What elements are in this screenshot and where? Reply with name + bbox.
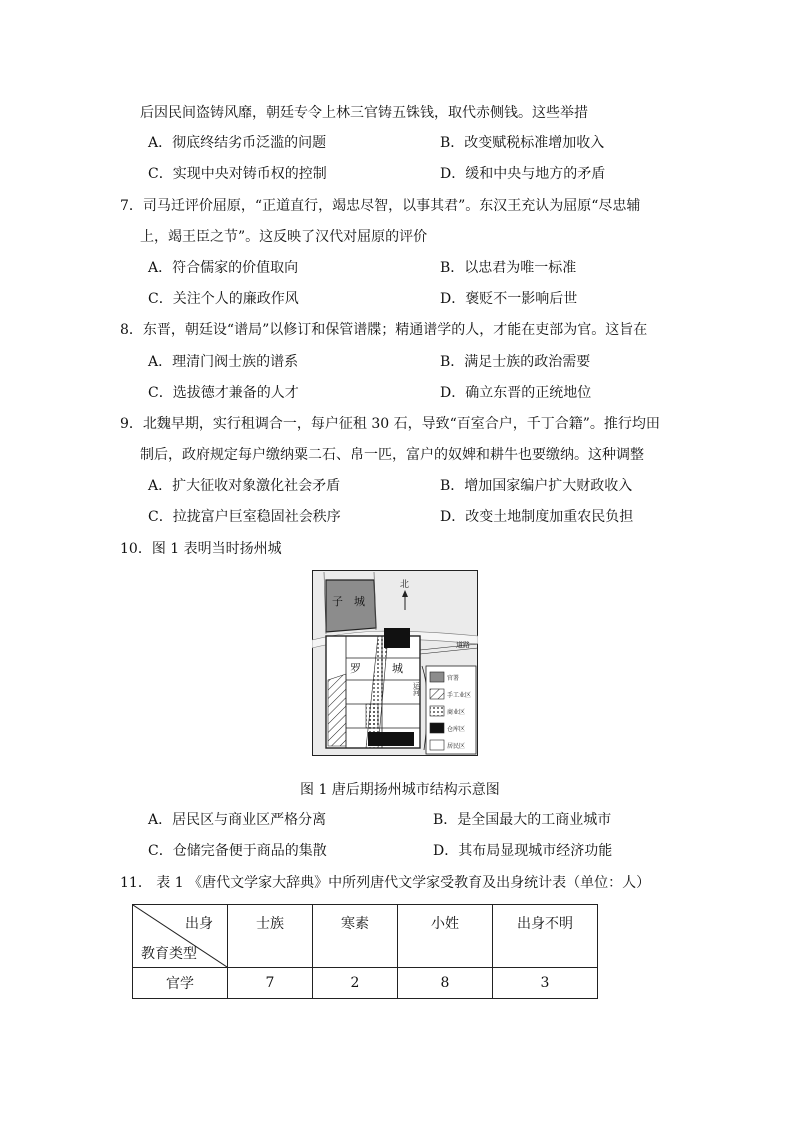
q8-stem: 8．东晋，朝廷设“谱局”以修订和保管谱牒；精通谱学的人，才能在吏部为官。这旨在 [120,322,648,338]
table-corner-cell [133,905,228,968]
legend-residential-label: 居民区 [447,744,466,750]
cell-value: 8 [398,968,493,999]
q7-option-c: C．关注个人的廉政作风 [148,291,299,307]
luocheng-label-2: 城 [392,663,403,675]
cell-value: 3 [493,968,598,999]
zicheng-label-2: 城 [354,596,365,608]
q8-option-b: B．满足士族的政治需要 [440,354,591,370]
col-header-hansu: 寒素 [313,905,398,968]
canal-label: 运河 [412,682,420,696]
q6-option-c: C．实现中央对铸币权的控制 [148,166,327,182]
row-label-guanxue: 官学 [133,968,228,999]
q8-option-a: A．理清门阀士族的谱系 [148,354,299,370]
q7-option-d: D．褒贬不一影响后世 [440,291,578,307]
north-label: 北 [400,579,410,589]
cell-value: 2 [313,968,398,999]
q9-stem-line1: 9．北魏早期，实行租调合一，每户征租 30 石，导致“百室合户，千丁合籍”。推行均田 [120,416,660,432]
table-row [133,968,598,999]
q9-option-a: A．扩大征收对象激化社会矛盾 [148,478,341,494]
q6-stem-tail: 后因民间盗铸风靡，朝廷专令上林三官铸五铢钱，取代赤侧钱。这些举措 [140,105,588,121]
table-header-row [133,905,598,968]
q7-option-b: B．以忠君为唯一标准 [440,260,577,276]
col-header-shizu: 士族 [228,905,313,968]
cell-value: 7 [228,968,313,999]
legend-warehouse-label: 仓库区 [447,727,466,733]
figure-caption: 图 1 唐后期扬州城市结构示意图 [300,782,500,798]
q8-option-d: D．确立东晋的正统地位 [440,385,592,401]
q10-stem: 10．图 1 表明当时扬州城 [120,541,282,557]
yangzhou-map-figure [312,570,478,756]
q6-option-b: B．改变赋税标准增加收入 [440,135,605,151]
q6-option-d: D．缓和中央与地方的矛盾 [440,166,606,182]
q10-option-c: C．仓储完备便于商品的集散 [148,843,327,859]
commerce-block [366,704,378,728]
q7-stem-line1: 7．司马迁评价屈原，“正道直行，竭忠尽智，以事其君”。东汉王充认为屈原“尽忠辅 [120,198,641,214]
q7-stem-line2: 上，竭王臣之节”。这反映了汉代对屈原的评价 [140,229,428,245]
q10-option-b: B．是全国最大的工商业城市 [433,812,612,828]
legend-residential-swatch [430,740,444,750]
q6-option-a: A．彻底终结劣币泛滥的问题 [148,135,327,151]
q9-option-b: B．增加国家编户扩大财政收入 [440,478,633,494]
q7-option-a: A．符合儒家的价值取向 [148,260,299,276]
education-origin-table [132,904,598,999]
legend-commerce-label: 商业区 [447,710,466,716]
q8-option-c: C．选拔德才兼备的人才 [148,385,299,401]
luocheng-label-1: 罗 [350,663,361,675]
col-header-xiaoxing: 小姓 [398,905,493,968]
header-edu-type-label: 教育类型 [141,946,197,962]
q10-option-a: A．居民区与商业区严格分离 [148,812,327,828]
header-origin-label: 出身 [185,916,213,932]
q9-option-c: C．拉拢富户巨室稳固社会秩序 [148,509,341,525]
legend-commerce-swatch [430,706,444,716]
road-label: 道路 [456,642,470,649]
legend-handicraft-label: 手工业区 [447,693,472,699]
q9-option-d: D．改变土地制度加重农民负担 [440,509,634,525]
legend-guanshu-swatch [430,672,444,682]
zicheng-label-1: 子 [332,596,343,608]
q10-option-d: D．其布局显现城市经济功能 [433,843,613,859]
warehouse-block-north [384,628,410,648]
legend-handicraft-swatch [430,689,444,699]
warehouse-block-south [368,732,414,746]
col-header-unknown: 出身不明 [493,905,598,968]
q11-stem: 11． 表 1 《唐代文学家大辞典》中所列唐代文学家受教育及出身统计表（单位：人） [120,875,651,891]
handicraft-area [328,674,346,746]
legend-warehouse-swatch [430,723,444,733]
q9-stem-line2: 制后，政府规定每户缴纳粟二石、帛一匹，富户的奴婢和耕牛也要缴纳。这种调整 [140,447,644,463]
legend-guanshu-label: 官署 [447,676,460,682]
